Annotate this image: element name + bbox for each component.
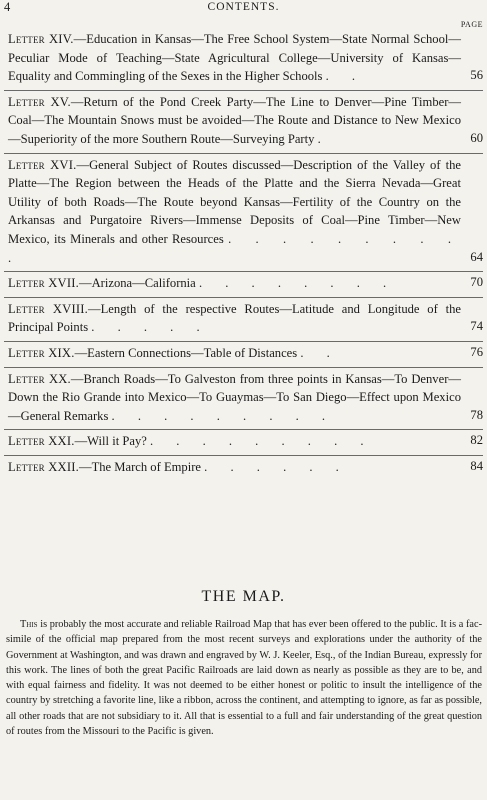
page-column-label: PAGE [460, 20, 483, 29]
section-title: THE MAP. [201, 588, 286, 605]
table-of-contents [0, 28, 487, 480]
toc-entry-letter-xxii [0, 456, 487, 481]
toc-page-number: 84 [470, 458, 483, 473]
map-description-paragraph [6, 617, 482, 739]
toc-leader-dots: . . . . . . . . . [111, 408, 336, 423]
toc-entry-letter-xvi [0, 154, 487, 272]
page-header [0, 0, 487, 16]
paragraph-body: is probably the most accurate and reliable Railroad Map that has ever been offered to the public. It is a fac-simile of the official map prepared from the most recent surveys and explorations under the authority of the Government at Washington, and was drawn and engraved by W. J. Keeler, Esq., of the Indian Bureau, expressly for this work. The lines of both the great Pacific Railroads are laid down as nearly as possible as they are to be, and with equal fairness and fidelity. It was not deemed to be either honest or politic to insult the intelligence of the country by stretching a favorite line, like a ribbon, across the continent, and attempting to ignore, as far as possible, all other roads that are not subsidiary to it. All that is essential to a full and fair understanding of the great question of routes from the Missouri to the Pacific is given. [6, 619, 482, 738]
toc-entry-text: —Branch Roads—To Galveston from three points in Kansas—To Denver—Down the Rio Grande into Mexico—To Guaymas—To San Diego—Effect upon Mexico—General Remarks [8, 371, 461, 423]
toc-entry-text: —Eastern Connections—Table of Distances [74, 345, 298, 360]
toc-letter-label: Letter XXII. [8, 459, 79, 474]
toc-page-number: 64 [470, 249, 483, 264]
toc-entry-letter-xix [0, 342, 487, 367]
toc-entry-text: —Arizona—California [78, 276, 196, 291]
toc-letter-label: Letter XXI. [8, 434, 75, 449]
toc-letter-label: Letter XVI. [8, 157, 77, 172]
toc-entry-text: —General Subject of Routes discussed—Description of the Valley of the Platte—The Region between the Heads of the Platte and the Sierra Nevada—Great Utility of both Roads—The Route beyond Kansas—Fertility of the Country on the Arkansas and Purgatoire Rivers—Immense Deposits of Coal—Pine Timber—New Mexico, its Minerals and other Resources [8, 157, 461, 246]
toc-page-number: 76 [470, 344, 483, 359]
toc-entry-text: —Length of the respective Routes—Latitude and Longitude of the Principal Points [8, 301, 461, 335]
page-number: 4 [4, 0, 11, 14]
toc-entry-text: —The March of Empire [78, 459, 202, 474]
toc-letter-label: Letter XVIII. [8, 301, 89, 316]
toc-page-number: 56 [470, 68, 483, 83]
toc-letter-label: Letter XVII. [8, 276, 79, 291]
toc-entry-letter-xviii [0, 298, 487, 341]
toc-leader-dots: . . . . . . . . . . [8, 231, 461, 265]
toc-leader-dots: . . . . . . . . [198, 276, 397, 291]
toc-letter-label: Letter XIV. [8, 32, 74, 46]
toc-page-number: 74 [470, 319, 483, 334]
toc-letter-label: Letter XV. [8, 94, 71, 109]
toc-page-number: 82 [470, 433, 483, 448]
toc-letter-label: Letter XIX. [8, 345, 75, 360]
running-title: CONTENTS. [207, 1, 280, 13]
toc-leader-dots: . . [325, 69, 366, 84]
toc-entry-text: —Return of the Pond Creek Party—The Line to Denver—Pine Timber—Coal—The Mountain Snows must be avoided—The Route and Distance to New Mexico—Superiority of the more Southern Route—Surveying Party [8, 94, 461, 146]
toc-leader-dots: . . . . . . [204, 459, 349, 474]
toc-entry-letter-xxi [0, 430, 487, 455]
toc-leader-dots: . . . . . . . . . [149, 434, 374, 449]
toc-entry-text: —Will it Pay? [74, 434, 147, 449]
toc-entry-letter-xiv [0, 28, 487, 90]
toc-entry-letter-xvii [0, 272, 487, 297]
toc-page-number: 78 [470, 407, 483, 422]
toc-page-number: 70 [470, 275, 483, 290]
toc-leader-dots: . [317, 131, 331, 146]
toc-entry-letter-xx [0, 368, 487, 430]
toc-page-number: 60 [470, 130, 483, 145]
toc-entry-letter-xv [0, 91, 487, 153]
toc-leader-dots: . . . . . [91, 320, 210, 335]
toc-leader-dots: . . [300, 345, 340, 360]
toc-entry-text: —Education in Kansas—The Free School System—State Normal School—Peculiar Mode of Teaching—State Agricultural College—University of Kansas—Equality and Commingling of the Sexes in the Higher Schools [8, 32, 461, 84]
lead-word: This [20, 619, 38, 630]
toc-letter-label: Letter XX. [8, 371, 71, 386]
